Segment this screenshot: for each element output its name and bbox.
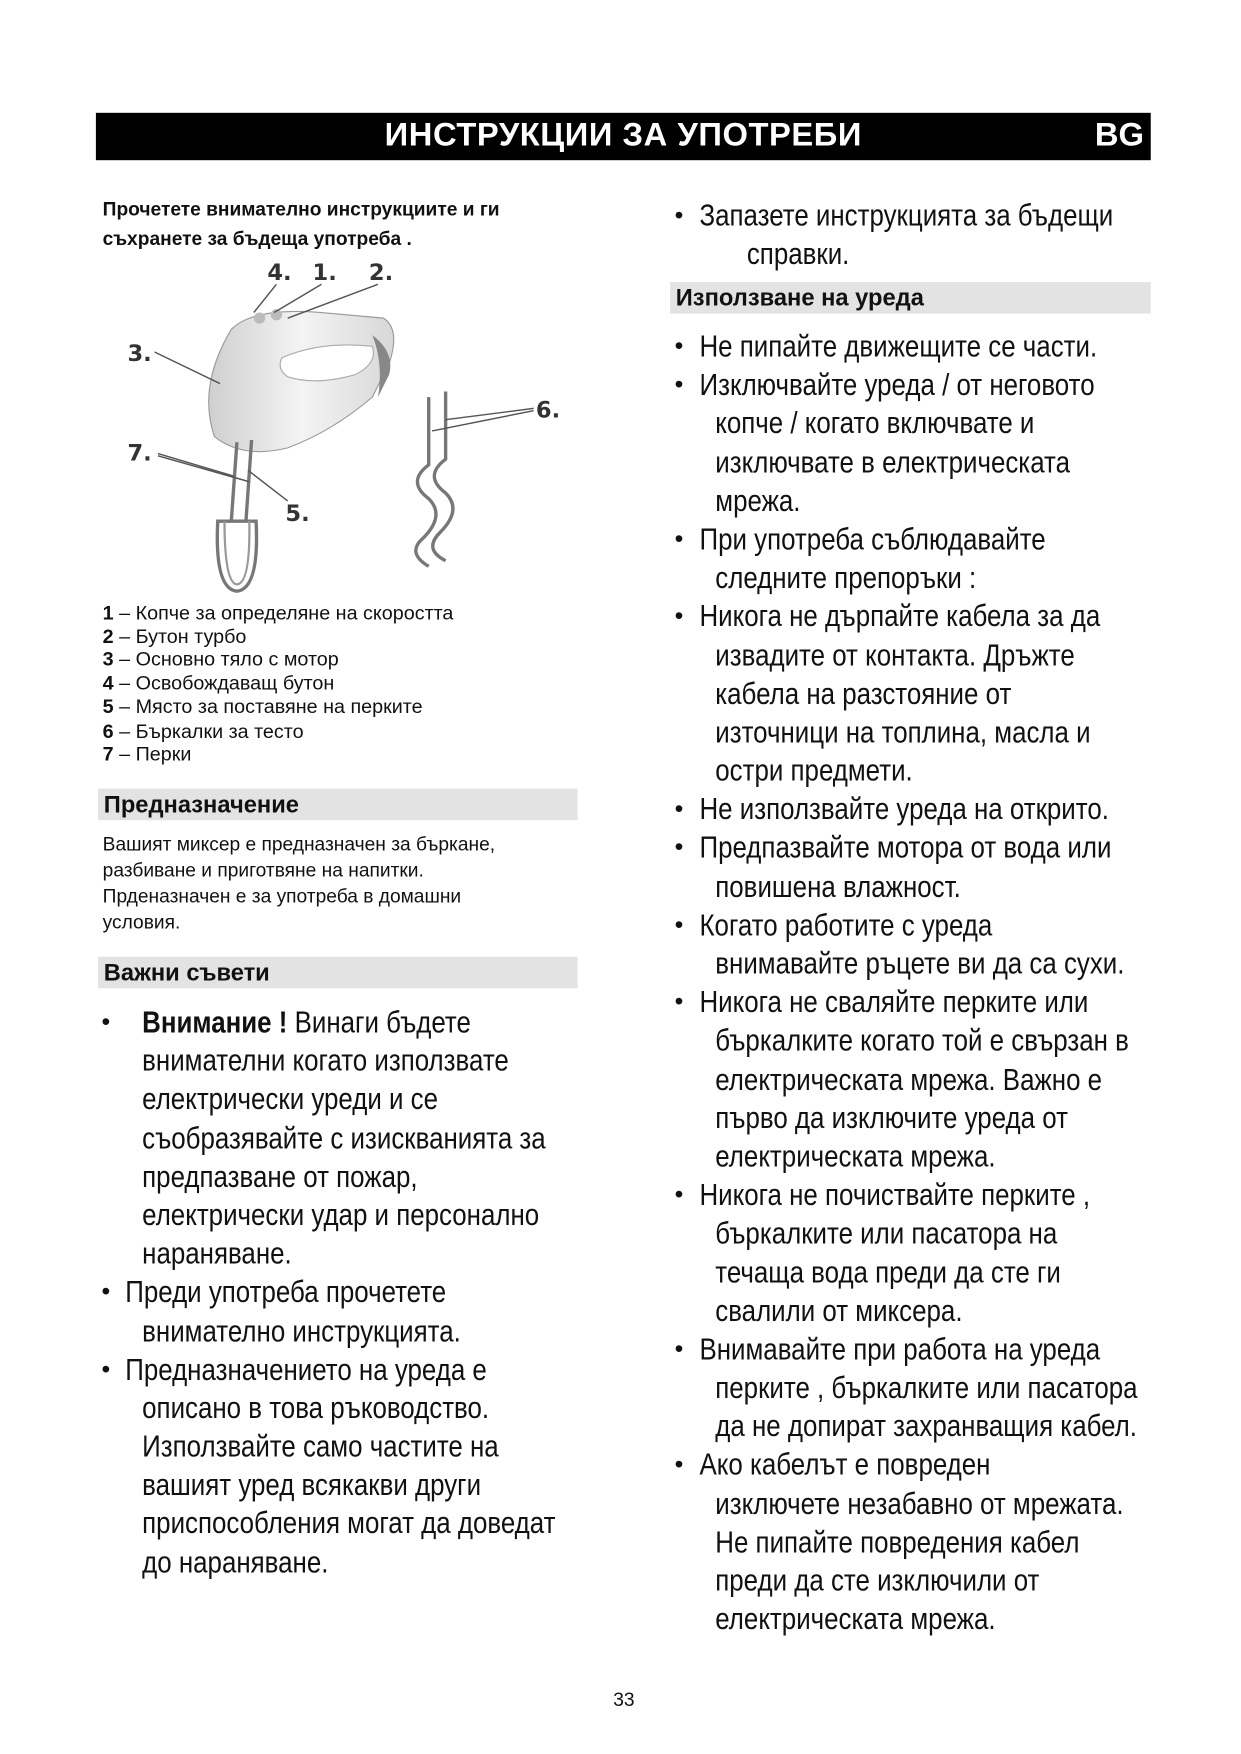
- bullet-line-text: Винаги бъдете: [287, 1005, 471, 1040]
- bullet-icon: •: [101, 1354, 111, 1383]
- bullet-continuation: [0, 1021, 1241, 1060]
- bullet-line-text: преди да сте изключили от: [715, 1563, 1040, 1598]
- bullet-text: [715, 1291, 962, 1330]
- paragraph-line: Прденазначен е за употреба в домашни: [102, 885, 462, 908]
- figure-label: 5.: [285, 501, 310, 528]
- section-heading-tips: Важни съвети: [98, 957, 577, 989]
- bullet-text: [699, 1330, 1100, 1369]
- bullet-line-text: свалили от миксера.: [715, 1293, 963, 1328]
- bullet-continuation: [0, 867, 1241, 906]
- bullet-line-text: Предпазвайте мотора от вода или: [699, 830, 1112, 865]
- warning-label: Внимание !: [142, 1005, 288, 1040]
- figure-label: 4.: [267, 259, 292, 286]
- bullet-text: [715, 1484, 1123, 1523]
- bullet-line-text: Никога не почиствайте перките ,: [699, 1177, 1091, 1212]
- page-number: 33: [613, 1688, 635, 1711]
- bullet-text: [747, 235, 850, 274]
- bullet-line-text: съобразявайте с изискванията за: [142, 1120, 546, 1155]
- bullet-line-text: повишена влажност.: [715, 869, 961, 904]
- bullet-line-text: Преди употреба прочетете: [125, 1275, 447, 1310]
- bullet-continuation: [0, 1060, 1241, 1099]
- intro-line: Прочетете внимателно инструкциите и ги: [102, 198, 500, 220]
- bullet-icon: •: [674, 524, 684, 553]
- bullet-text: [699, 829, 1111, 868]
- bullet-text: [715, 636, 1074, 675]
- legend-text: – Перки: [113, 742, 192, 766]
- bullet-item: [0, 327, 1241, 366]
- bullet-line-text: При употреба съблюдавайте: [699, 522, 1046, 557]
- legend-text: – Място за поставяне на перките: [113, 694, 423, 718]
- bullet-text: [715, 867, 961, 906]
- bullet-line-text: нараняване.: [142, 1236, 292, 1271]
- bullet-item: [0, 790, 1241, 829]
- bullet-text: [699, 366, 1094, 405]
- bullet-line-text: внимавайте ръцете ви да са сухи.: [715, 946, 1125, 981]
- bullet-continuation: [0, 1523, 1241, 1562]
- bullet-line-text: електрическата мрежа.: [715, 1139, 996, 1174]
- bullet-text: [715, 481, 800, 520]
- bullet-continuation: [0, 1214, 1241, 1253]
- bullet-text: [699, 1446, 990, 1485]
- bullet-line-text: Запазете инструкцията за бъдещи: [699, 198, 1114, 233]
- bullet-line-text: Никога не сваляйте перките или: [699, 985, 1089, 1019]
- bullet-icon: •: [674, 200, 684, 230]
- bullet-line-text: копче / когато включвате и: [715, 406, 1035, 441]
- bullet-icon: •: [674, 1180, 684, 1209]
- bullet-text: [715, 404, 1034, 443]
- bullet-text: [715, 1214, 1057, 1253]
- bullet-line-text: приспособления могат да доведат: [142, 1506, 556, 1541]
- legend-text: – Бъркалки за тесто: [113, 719, 304, 742]
- legend-text: – Освобождаващ бутон: [113, 671, 335, 694]
- bullet-text: [715, 751, 912, 790]
- bullet-continuation: [0, 404, 1241, 443]
- bullet-continuation: [0, 751, 1241, 790]
- bullet-continuation: [0, 636, 1241, 675]
- bullet-continuation: [0, 1253, 1241, 1292]
- bullet-line-text: Ако кабелът е повреден: [699, 1447, 991, 1482]
- usage-list: [0, 327, 1241, 1638]
- legend-number: 3: [102, 648, 114, 671]
- figure-label: 1.: [312, 259, 337, 286]
- bullet-icon: •: [674, 1334, 684, 1363]
- bullet-text: [715, 1407, 1137, 1446]
- legend-text: – Основно тяло с мотор: [113, 648, 339, 671]
- bullet-continuation: [0, 559, 1241, 598]
- bullet-line-text: Никога не дърпайте кабела за да: [699, 599, 1101, 634]
- bullet-line-text: течаща вода преди да сте ги: [715, 1255, 1061, 1289]
- bullet-line-text: следните препоръки :: [715, 560, 977, 595]
- bullet-line-text: изключете незабавно от мрежата.: [715, 1486, 1124, 1521]
- bullet-line-text: източници на топлина, масла и: [715, 715, 1091, 749]
- bullet-text: [699, 790, 1108, 829]
- bullet-text: [715, 1561, 1039, 1600]
- bullet-text: [715, 1060, 1102, 1099]
- bullet-line-text: електрическата мрежа. Важно е: [715, 1062, 1103, 1097]
- bullet-line-text: бъркалките когато той е свързан в: [715, 1023, 1129, 1058]
- bullet-line-text: електрически удар и персонално: [142, 1198, 540, 1232]
- bullet-item: [0, 366, 1241, 405]
- bullet-line-text: остри предмети.: [715, 753, 913, 788]
- bullet-continuation: [0, 674, 1241, 713]
- legend-number: 4: [102, 671, 114, 694]
- bullet-continuation: [0, 1137, 1241, 1176]
- figure-label: 2.: [368, 259, 394, 286]
- bullet-icon: •: [674, 331, 684, 360]
- bullet-text: [715, 713, 1090, 752]
- page-title: ИНСТРУКЦИИ ЗА УПОТРЕБИ: [384, 117, 862, 154]
- figure-label: 6.: [535, 397, 561, 424]
- bullet-line-text: първо да изключите уреда от: [715, 1100, 1068, 1135]
- intro-line: съхранете за бъдеща употреба .: [102, 227, 412, 250]
- bullet-continuation: [0, 235, 1241, 274]
- bullet-icon: •: [674, 370, 684, 399]
- bullet-text: [715, 674, 1011, 713]
- bullet-text: [699, 520, 1045, 559]
- bullet-line-text: да не допират захранващия кабел.: [715, 1409, 1137, 1444]
- bullet-item: [0, 597, 1241, 636]
- legend-number: 5: [102, 694, 114, 718]
- bullet-line-text: справки.: [746, 237, 850, 271]
- bullet-continuation: [0, 1600, 1241, 1639]
- bullet-line-text: внимателни когато използвате: [142, 1043, 509, 1078]
- bullet-continuation: [0, 1561, 1241, 1600]
- paragraph-line: условия.: [102, 911, 181, 934]
- bullet-item: [0, 906, 1241, 945]
- bullet-line-text: Предназначението на уреда е: [125, 1352, 487, 1387]
- bullet-text: [699, 597, 1100, 636]
- paragraph-line: разбиване и приготвяне на напитки.: [102, 859, 424, 882]
- bullet-item: [0, 1330, 1241, 1369]
- language-code: BG: [1094, 117, 1144, 154]
- legend-number: 7: [102, 742, 114, 766]
- bullet-item: [0, 196, 1241, 235]
- bullet-line-text: внимателно инструкцията.: [142, 1313, 461, 1348]
- bullet-line-text: бъркалките или пасатора на: [715, 1216, 1058, 1251]
- figure-label: 7.: [127, 440, 152, 467]
- bullet-icon: •: [674, 601, 684, 630]
- bullet-text: [715, 559, 976, 598]
- bullet-line-text: описано в това ръководство.: [142, 1390, 490, 1425]
- bullet-continuation: [0, 1291, 1241, 1330]
- bullet-icon: •: [101, 1277, 111, 1306]
- legend-number: 6: [102, 719, 114, 742]
- bullet-icon: •: [674, 987, 684, 1016]
- bullet-item: [0, 1176, 1241, 1215]
- bullet-line-text: Изключвайте уреда / от неговото: [699, 367, 1095, 402]
- bullet-text: [715, 1021, 1129, 1060]
- bullet-icon: •: [674, 910, 684, 939]
- bullet-icon: •: [674, 794, 684, 823]
- bullet-line-text: електрически уреди и се: [142, 1082, 439, 1117]
- bullet-continuation: [0, 944, 1241, 983]
- legend-text: – Копче за определяне на скоростта: [113, 601, 454, 624]
- bullet-text: [715, 1137, 995, 1176]
- bullet-continuation: [0, 481, 1241, 520]
- section-heading-purpose: Предназначение: [98, 789, 577, 821]
- bullet-icon: •: [101, 1007, 111, 1036]
- bullet-line-text: Не използвайте уреда на открито.: [699, 792, 1109, 827]
- bullet-line-text: електрическата мрежа.: [715, 1602, 996, 1637]
- bullet-icon: •: [674, 833, 684, 862]
- bullet-line-text: Когато работите с уреда: [699, 907, 993, 942]
- bullet-line-text: до нараняване.: [142, 1545, 329, 1580]
- bullet-line-text: Внимавайте при работа на уреда: [699, 1332, 1101, 1367]
- bullet-icon: •: [674, 1450, 684, 1479]
- bullet-text: [699, 327, 1097, 366]
- bullet-text: [715, 1253, 1061, 1292]
- bullet-text: [715, 1369, 1137, 1408]
- bullet-text: [715, 1600, 995, 1639]
- bullet-line-text: предпазване от пожар,: [142, 1159, 418, 1194]
- section-heading-usage: Използване на уреда: [670, 282, 1151, 314]
- bullet-text: [715, 1099, 1068, 1138]
- legend-text: – Бутон турбо: [113, 624, 247, 648]
- page-header-bar: [96, 113, 1151, 160]
- bullet-continuation: [0, 713, 1241, 752]
- paragraph-line: Вашият миксер е предназначен за бъркане,: [102, 833, 496, 856]
- bullet-text: [699, 196, 1113, 235]
- bullet-text: [699, 983, 1088, 1022]
- figure-label: 3.: [127, 341, 152, 368]
- keep-instructions-item: [0, 196, 1241, 273]
- bullet-continuation: [0, 1407, 1241, 1446]
- legend-number: 1: [102, 601, 114, 624]
- bullet-text: [699, 1176, 1090, 1215]
- bullet-continuation: [0, 1484, 1241, 1523]
- bullet-continuation: [0, 1369, 1241, 1408]
- bullet-line-text: Използвайте само частите на: [142, 1429, 499, 1464]
- bullet-continuation: [0, 1099, 1241, 1138]
- bullet-line-text: перките , бъркалките или пасатора: [715, 1370, 1138, 1405]
- bullet-item: [0, 983, 1241, 1022]
- bullet-line-text: извадите от контакта. Дръжте: [715, 637, 1075, 672]
- bullet-line-text: кабела на разстояние от: [715, 676, 1012, 711]
- bullet-line-text: вашият уред всякакви други: [142, 1468, 482, 1502]
- bullet-item: [0, 829, 1241, 868]
- bullet-item: [0, 1446, 1241, 1485]
- bullet-text: [715, 443, 1070, 482]
- bullet-continuation: [0, 443, 1241, 482]
- bullet-line-text: Не пипайте движещите се части.: [699, 329, 1098, 364]
- bullet-text: [715, 1523, 1079, 1562]
- bullet-text: [715, 944, 1124, 983]
- bullet-item: [0, 520, 1241, 559]
- bullet-line-text: мрежа.: [715, 483, 801, 518]
- bullet-line-text: изключвате в електрическата: [715, 445, 1070, 479]
- legend-number: 2: [102, 624, 114, 648]
- bullet-text: [699, 906, 992, 945]
- bullet-line-text: Не пипайте повредения кабел: [715, 1525, 1080, 1559]
